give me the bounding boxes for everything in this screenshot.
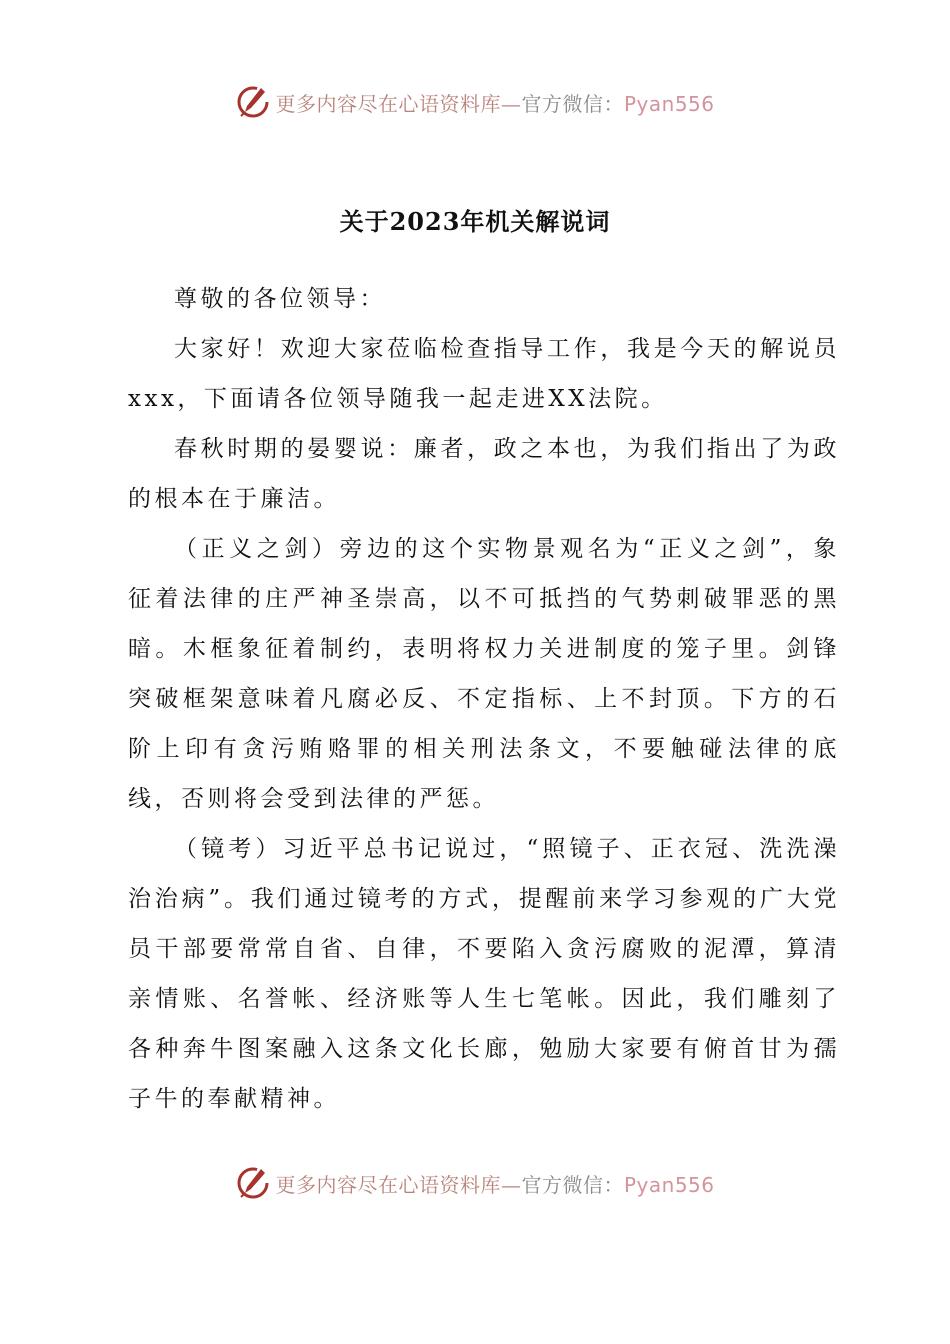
paragraph-yanying-quote: 春秋时期的晏婴说：廉者，政之本也，为我们指出了为政的根本在于廉洁。 [128,436,840,512]
banner-main-text: 更多内容尽在心语资料库 [275,91,501,116]
footer-watermark-banner [0,1163,950,1203]
banner-dash: — [500,1172,522,1197]
document-title: 关于2023年机关解说词 [339,207,611,236]
banner-wechat-handle: Pyan556 [623,1172,715,1197]
banner-text [275,1169,714,1198]
paragraph-sword-of-justice: （正义之剑）旁边的这个实物景观名为“正义之剑”，象征着法律的庄严神圣崇高，以不可抵挡的气势刺破罪恶的黑暗。木框象征着制约，表明将权力关进制度的笼子里。剑锋突破框架意味着凡腐必反、不定指标、上不封顶。下方的石阶上印有贪污贿赂罪的相关刑法条文，不要触碰法律的底线，否则将会受到法律的严惩。 [128,536,840,812]
document-body [128,274,840,1124]
banner-wechat-label: 官方微信： [521,1172,624,1197]
quill-pen-logo-icon [235,1165,271,1201]
header-watermark-banner [0,82,950,122]
banner-text [275,88,714,117]
banner-dash: — [500,91,522,116]
paragraph-mirror-exam: （镜考）习近平总书记说过，“照镜子、正衣冠、洗洗澡治治病”。我们通过镜考的方式，提醒前来学习参观的广大党员干部要常常自省、自律，不要陷入贪污腐败的泥潭，算清亲情账、名誉帐、经济账等人生七笔帐。因此，我们雕刻了各种奔牛图案融入这条文化长廊，勉励大家要有俯首甘为孺子牛的奉献精神。 [128,836,840,1112]
paragraph-salutation: 尊敬的各位领导： [174,286,386,312]
quill-pen-logo-icon [235,84,271,120]
paragraph-greeting: 大家好！欢迎大家莅临检查指导工作，我是今天的解说员xxx，下面请各位领导随我一起走进XX法院。 [128,336,840,412]
banner-wechat-label: 官方微信： [521,91,624,116]
banner-wechat-handle: Pyan556 [623,91,715,116]
banner-main-text: 更多内容尽在心语资料库 [275,1172,501,1197]
